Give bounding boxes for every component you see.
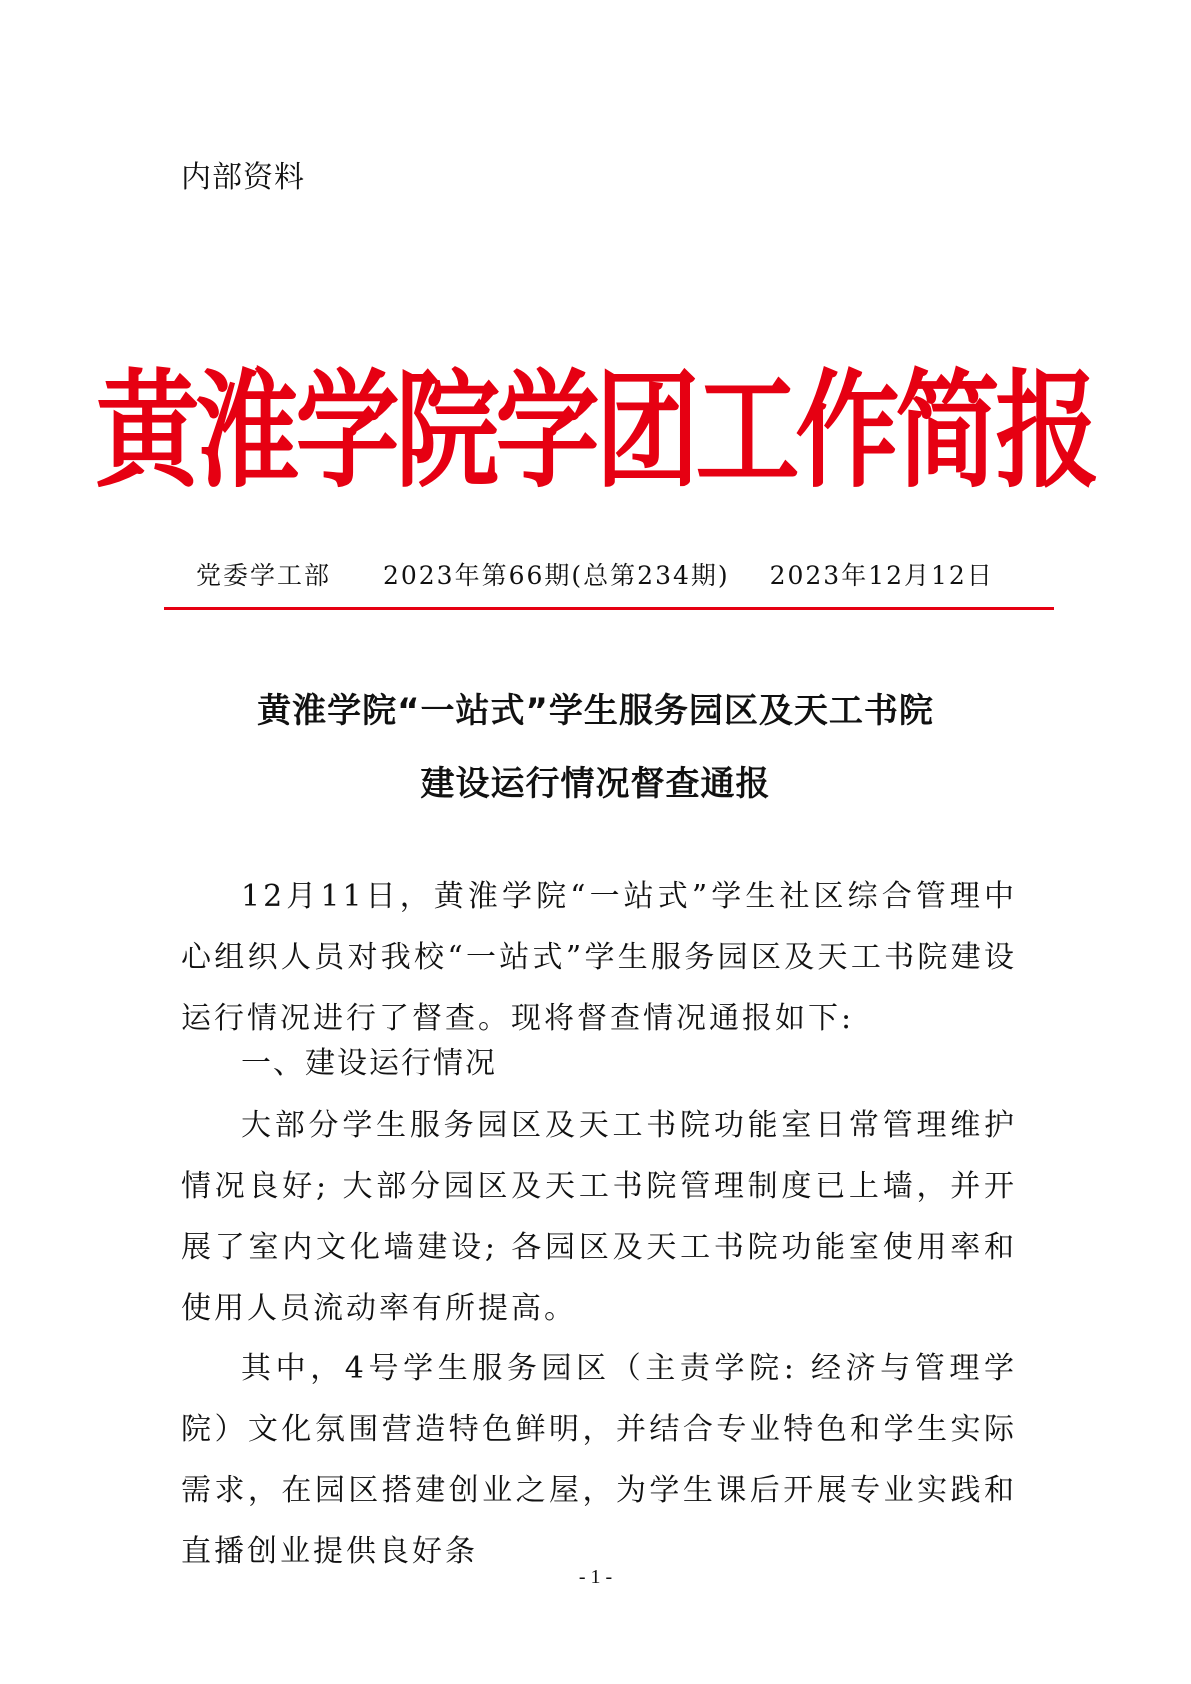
section-paragraph-2: 其中，4号学生服务园区（主责学院: 经济与管理学院）文化氛围营造特色鲜明，并结合专业特色和学生实际需求，在园区搭建创业之屋，为学生课后开展专业实践和直播创业提供良好条 — [181, 1351, 1017, 1569]
document-title-line-2: 建设运行情况督查通报 — [420, 764, 771, 804]
page-number: - 1 - — [578, 1566, 613, 1588]
intro-paragraph: 12月11日，黄淮学院“一站式”学生社区综合管理中心组织人员对我校“一站式”学生服务园区及天工书院建设运行情况进行了督查。现将督查情况通报如下: — [181, 879, 1017, 1036]
section-paragraph-block-1 — [181, 1095, 1017, 1339]
issue-department: 党委学工部 — [196, 561, 332, 590]
issue-info — [196, 556, 1016, 592]
intro-paragraph-block — [181, 866, 1017, 1049]
issue-date: 2023年12月12日 — [769, 561, 994, 590]
section-paragraph-1: 大部分学生服务园区及天工书院功能室日常管理维护情况良好; 大部分园区及天工书院管理制度已上墙，并开展了室内文化墙建设; 各园区及天工书院功能室使用率和使用人员流动率有所提高。 — [181, 1108, 1017, 1326]
issue-number: 2023年第66期(总第234期) — [382, 561, 730, 590]
classification-label: 内部资料 — [181, 160, 305, 195]
masthead-divider — [164, 607, 1054, 610]
document-title-line-1: 黄淮学院“一站式”学生服务园区及天工书院 — [257, 691, 934, 731]
section-paragraph-block-2 — [181, 1338, 1017, 1582]
section-heading: 一、建设运行情况 — [241, 1046, 497, 1081]
masthead-title: 黄淮学院学团工作简报 — [95, 355, 1096, 506]
